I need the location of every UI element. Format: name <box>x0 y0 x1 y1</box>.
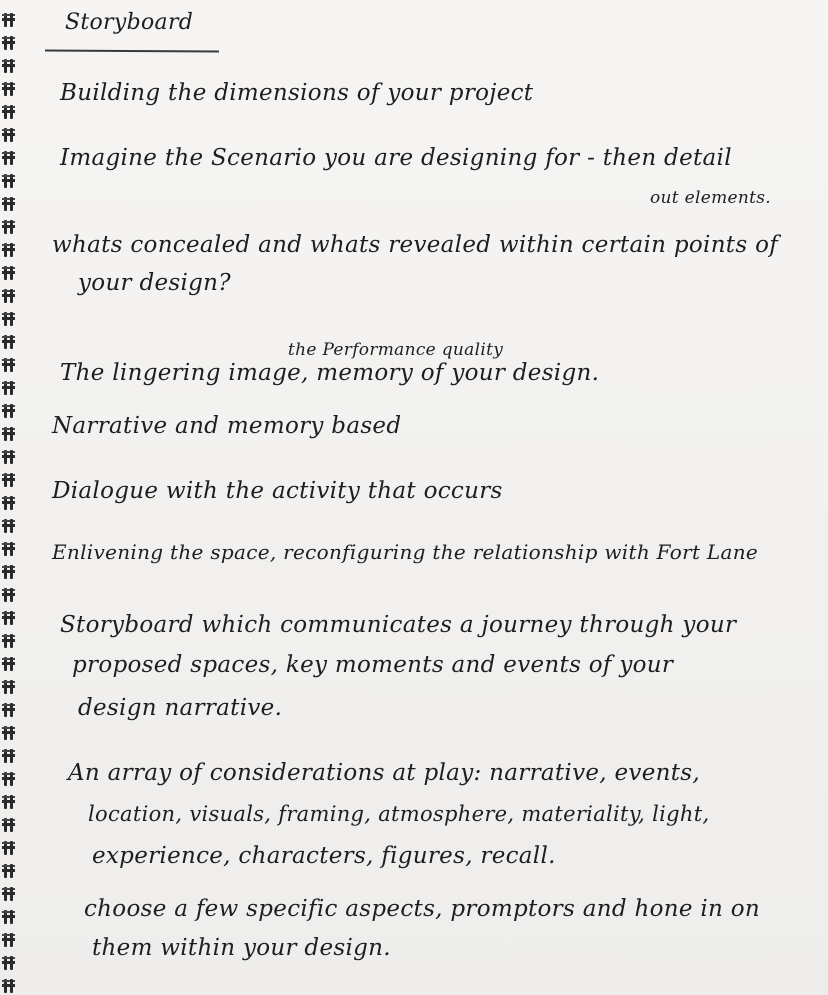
binding-ring <box>2 656 16 672</box>
binding-ring <box>2 35 16 51</box>
binding-ring <box>2 587 16 603</box>
binding-ring <box>2 955 16 971</box>
page-title: Storyboard <box>65 10 194 35</box>
binding-ring <box>2 978 16 994</box>
binding-ring <box>2 518 16 534</box>
insertion-note: the Performance quality <box>288 340 504 360</box>
note-line-1: Building the dimensions of your project <box>60 80 534 106</box>
note-line-2: Imagine the Scenario you are designing for - then detail <box>60 145 732 171</box>
binding-ring <box>2 357 16 373</box>
note-line-3: whats concealed and whats revealed within certain points of <box>52 232 779 258</box>
binding-ring <box>2 679 16 695</box>
binding-ring <box>2 909 16 925</box>
binding-ring <box>2 219 16 235</box>
binding-ring <box>2 242 16 258</box>
binding-ring <box>2 12 16 28</box>
note-line-3-cont: your design? <box>78 270 231 296</box>
binding-ring <box>2 380 16 396</box>
note-line-10-cont: them within your design. <box>92 935 391 961</box>
binding-ring <box>2 150 16 166</box>
title-underline <box>45 50 219 53</box>
note-line-5: Narrative and memory based <box>52 413 402 439</box>
binding-ring <box>2 173 16 189</box>
binding-ring <box>2 725 16 741</box>
binding-ring <box>2 771 16 787</box>
binding-ring <box>2 541 16 557</box>
binding-ring <box>2 58 16 74</box>
binding-ring <box>2 610 16 626</box>
binding-ring <box>2 863 16 879</box>
note-line-9: An array of considerations at play: narrative, events, <box>68 760 700 786</box>
binding-ring <box>2 932 16 948</box>
binding-ring <box>2 633 16 649</box>
note-line-8: Storyboard which communicates a journey through your <box>60 612 737 638</box>
binding-ring <box>2 564 16 580</box>
binding-ring <box>2 840 16 856</box>
binding-ring <box>2 265 16 281</box>
binding-ring <box>2 104 16 120</box>
binding-ring <box>2 449 16 465</box>
note-line-7: Enlivening the space, reconfiguring the relationship with Fort Lane <box>52 540 759 564</box>
note-line-10: choose a few specific aspects, promptors and hone in on <box>84 896 760 922</box>
binding-ring <box>2 403 16 419</box>
spiral-binding <box>0 0 22 995</box>
binding-ring <box>2 495 16 511</box>
note-line-8-cont: proposed spaces, key moments and events of your <box>72 652 674 678</box>
binding-ring <box>2 748 16 764</box>
binding-ring <box>2 311 16 327</box>
note-line-6: Dialogue with the activity that occurs <box>52 478 503 504</box>
binding-ring <box>2 702 16 718</box>
note-line-4: The lingering image, memory of your design. <box>60 360 600 386</box>
binding-ring <box>2 81 16 97</box>
binding-ring <box>2 334 16 350</box>
binding-ring <box>2 817 16 833</box>
note-line-8-cont-2: design narrative. <box>78 695 283 721</box>
note-line-2-cont: out elements. <box>650 188 771 208</box>
binding-ring <box>2 426 16 442</box>
binding-ring <box>2 127 16 143</box>
note-line-9-cont-2: experience, characters, figures, recall. <box>92 843 556 869</box>
note-line-9-cont: location, visuals, framing, atmosphere, materiality, light, <box>88 802 710 826</box>
binding-ring <box>2 472 16 488</box>
binding-ring <box>2 794 16 810</box>
binding-ring <box>2 886 16 902</box>
binding-ring <box>2 288 16 304</box>
binding-ring <box>2 196 16 212</box>
